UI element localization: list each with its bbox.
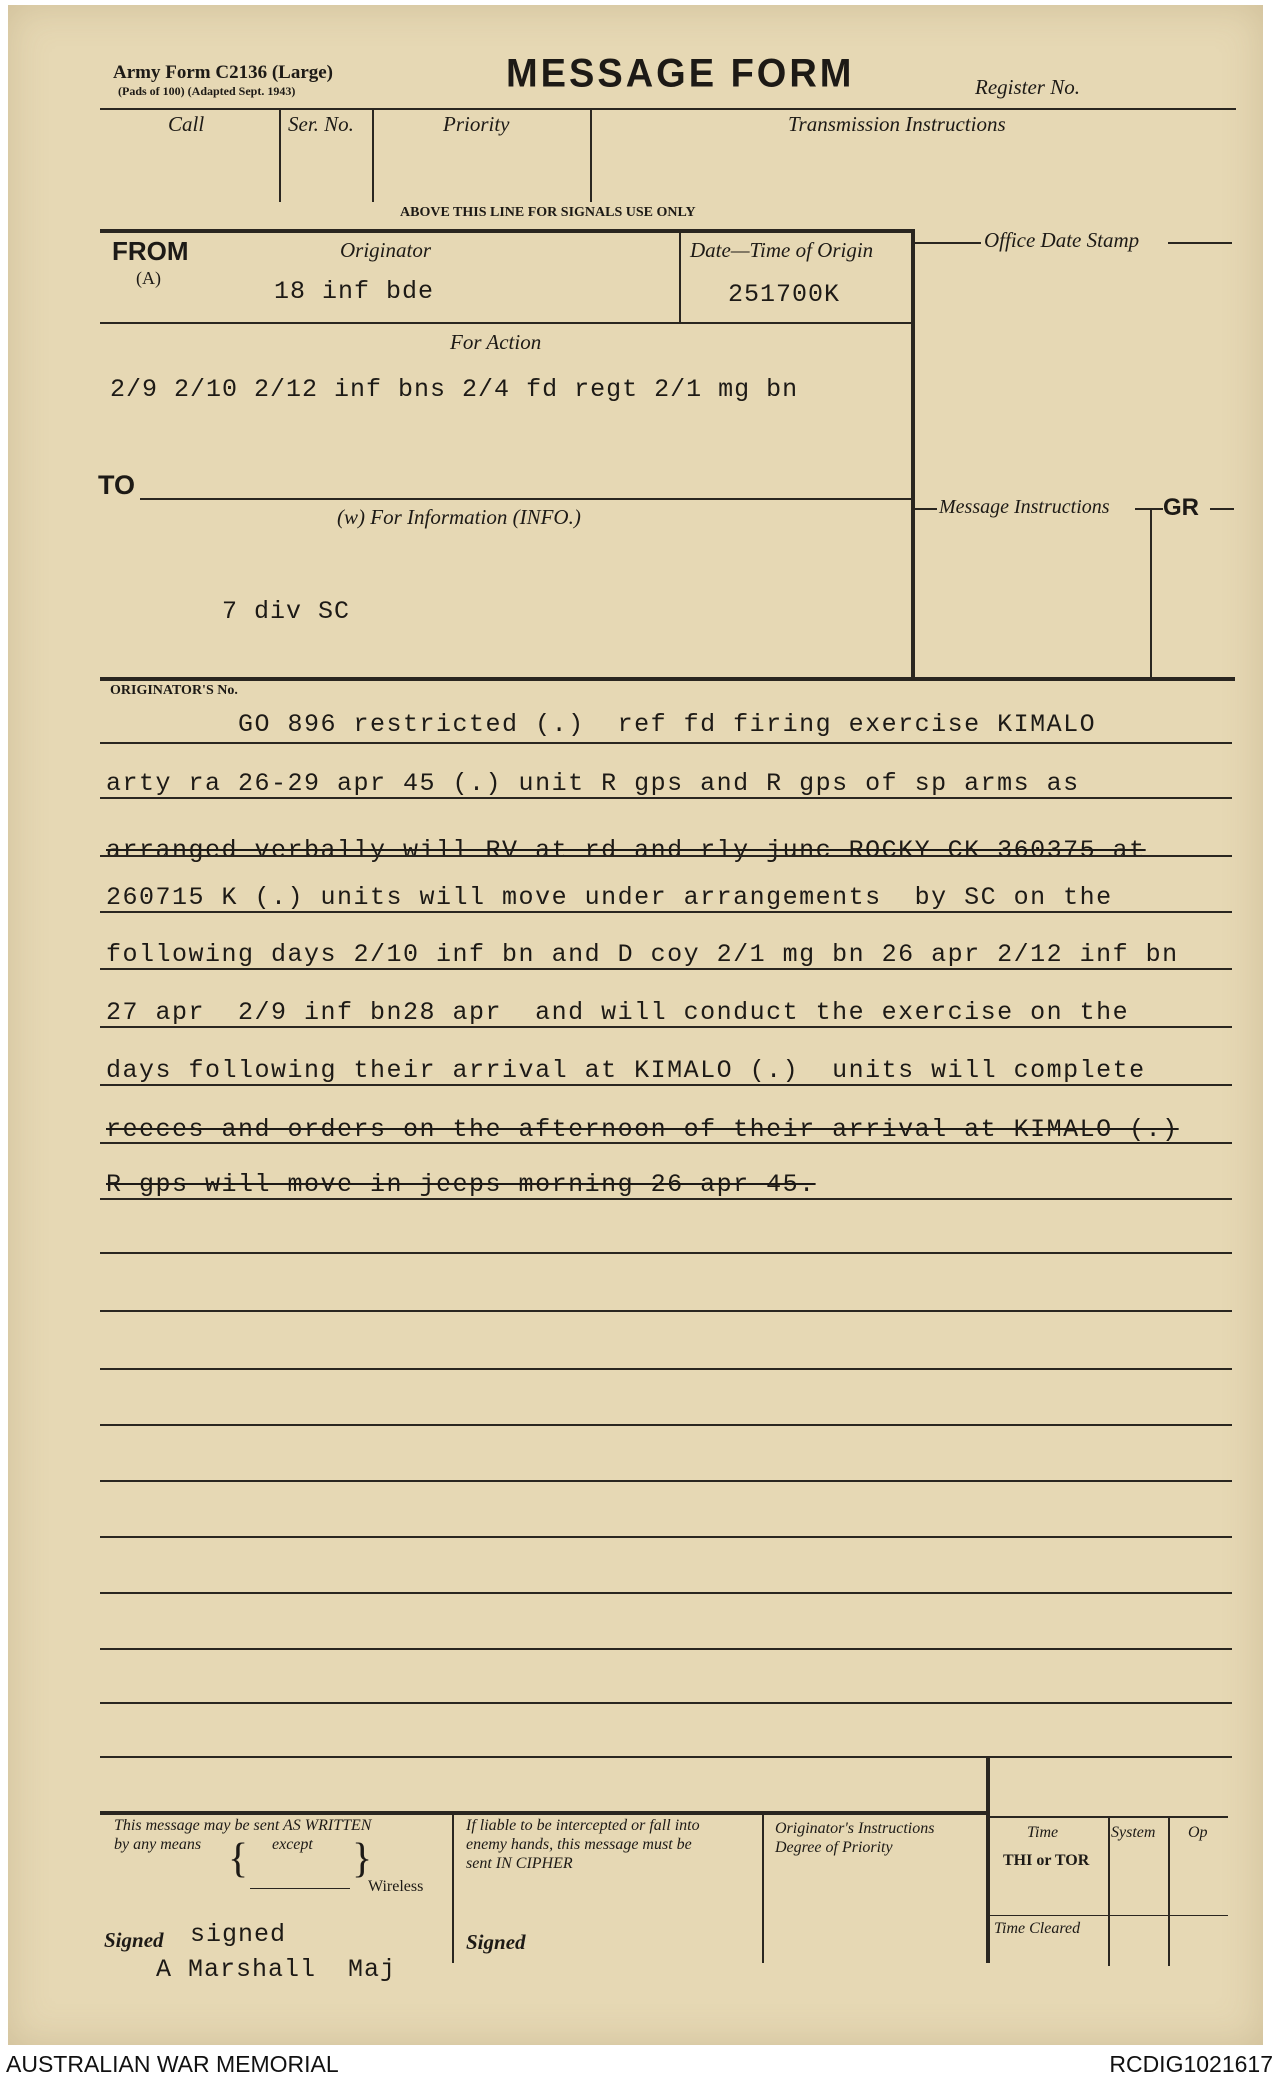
signed-value: signed <box>190 1920 287 1949</box>
rule <box>100 911 1232 913</box>
rule <box>100 1480 1232 1482</box>
rule <box>372 110 374 202</box>
info-label: (w) For Information (INFO.) <box>337 505 581 529</box>
message-line-1: GO 896 restricted (.) ref fd firing exercise KIMALO <box>106 710 1097 739</box>
message-line-2: arty ra 26-29 apr 45 (.) unit R gps and R gps of sp arms as <box>106 769 1080 798</box>
rule <box>100 1648 1232 1650</box>
rule <box>100 322 911 324</box>
signature-name: A Marshall Maj <box>156 1955 397 1984</box>
rule <box>100 229 915 233</box>
from-sub: (A) <box>136 268 161 288</box>
from-label: FROM <box>112 236 189 266</box>
rule <box>1150 510 1152 680</box>
message-instructions-label: Message Instructions <box>939 496 1110 518</box>
rule <box>100 1702 1232 1704</box>
system-label: System <box>1111 1824 1156 1841</box>
op-label: Op <box>1188 1824 1208 1841</box>
rule <box>100 1084 1232 1086</box>
message-line-9: R gps will move in jeeps morning 26 apr 45. <box>106 1170 816 1199</box>
priority-label: Priority <box>443 112 510 136</box>
ser-no-label: Ser. No. <box>288 112 354 136</box>
form-id: Army Form C2136 (Large) <box>113 62 334 83</box>
rule <box>250 1888 350 1889</box>
cipher-note-1: If liable to be intercepted or fall into <box>466 1817 700 1834</box>
thi-tor-label: THI or TOR <box>1003 1852 1090 1869</box>
rule <box>679 231 681 323</box>
left-brace: { <box>228 1836 249 1882</box>
rule <box>100 1756 1232 1758</box>
rule <box>452 1813 454 1963</box>
rule <box>911 229 915 681</box>
message-line-3: arranged verbally will RV at rd and rly junc ROCKY CK 360375 at <box>106 836 1146 865</box>
info-value: 7 div SC <box>222 597 351 626</box>
rule <box>100 855 1232 857</box>
rule <box>590 110 592 202</box>
cipher-note-2: enemy hands, this message must be <box>466 1836 692 1853</box>
originator-no-label: ORIGINATOR'S No. <box>110 683 238 698</box>
for-action-label: For Action <box>450 330 542 354</box>
time-label: Time <box>1027 1824 1059 1841</box>
rule <box>100 1310 1232 1312</box>
originator-instructions-label: Originator's Instructions <box>775 1820 935 1837</box>
rule <box>100 1142 1232 1144</box>
written-wireless: Wireless <box>368 1878 424 1895</box>
rule <box>915 508 937 510</box>
form-sub: (Pads of 100) (Adapted Sept. 1943) <box>118 84 296 98</box>
rule <box>100 1536 1232 1538</box>
gr-label: GR <box>1163 494 1199 521</box>
time-cleared-label: Time Cleared <box>994 1920 1081 1937</box>
written-except: except <box>272 1836 313 1853</box>
for-action-value: 2/9 2/10 2/12 inf bns 2/4 fd regt 2/1 mg bn <box>110 375 799 404</box>
rule <box>100 797 1232 799</box>
rule <box>1210 508 1234 510</box>
rule <box>100 1252 1232 1254</box>
rule <box>986 1758 990 1963</box>
message-line-7: days following their arrival at KIMALO (.) units will complete <box>106 1056 1146 1085</box>
rule <box>100 1424 1232 1426</box>
rule <box>100 1592 1232 1594</box>
dto-value: 251700K <box>728 280 841 309</box>
written-note-2: by any means <box>114 1836 202 1853</box>
written-note-1: This message may be sent AS WRITTEN <box>114 1817 372 1834</box>
rule <box>100 742 1232 744</box>
to-label: TO <box>98 470 136 500</box>
archive-caption-right: RCDIG1021617 <box>1109 2051 1273 2077</box>
rule <box>100 968 1232 970</box>
signed-label-2: Signed <box>466 1930 526 1954</box>
page-title: MESSAGE FORM <box>506 51 855 97</box>
cipher-note-3: sent IN CIPHER <box>466 1855 573 1872</box>
rule <box>100 108 1236 110</box>
message-line-5: following days 2/10 inf bn and D coy 2/1 mg bn 26 apr 2/12 inf bn <box>106 940 1179 969</box>
archive-caption-left: AUSTRALIAN WAR MEMORIAL <box>6 2051 339 2077</box>
right-brace: } <box>352 1836 373 1882</box>
register-no-label: Register No. <box>975 75 1080 99</box>
call-label: Call <box>168 112 205 136</box>
originator-label: Originator <box>340 238 432 262</box>
rule <box>990 1915 1228 1916</box>
office-stamp-label: Office Date Stamp <box>984 228 1140 252</box>
rule <box>762 1813 764 1963</box>
dto-label: Date—Time of Origin <box>690 238 874 262</box>
originator-value: 18 inf bde <box>274 277 435 306</box>
rule <box>100 1811 988 1815</box>
rule <box>100 677 1235 681</box>
transmission-label: Transmission Instructions <box>788 112 1006 136</box>
rule <box>1168 1818 1170 1966</box>
rule <box>915 242 981 244</box>
message-line-4: 260715 K (.) units will move under arrangements by SC on the <box>106 883 1113 912</box>
rule <box>140 498 911 500</box>
signed-label: Signed <box>104 1928 164 1952</box>
rule <box>279 110 281 202</box>
degree-of-priority-label: Degree of Priority <box>775 1839 893 1856</box>
rule <box>1135 508 1163 510</box>
rule <box>100 1198 1232 1200</box>
rule <box>1108 1818 1110 1966</box>
rule <box>1168 242 1232 244</box>
message-line-8: reeces and orders on the afternoon of their arrival at KIMALO (.) <box>106 1115 1179 1144</box>
message-line-6: 27 apr 2/9 inf bn28 apr and will conduct the exercise on the <box>106 998 1130 1027</box>
rule <box>100 1026 1232 1028</box>
rule <box>100 1368 1232 1370</box>
signals-use-note: ABOVE THIS LINE FOR SIGNALS USE ONLY <box>400 205 696 220</box>
